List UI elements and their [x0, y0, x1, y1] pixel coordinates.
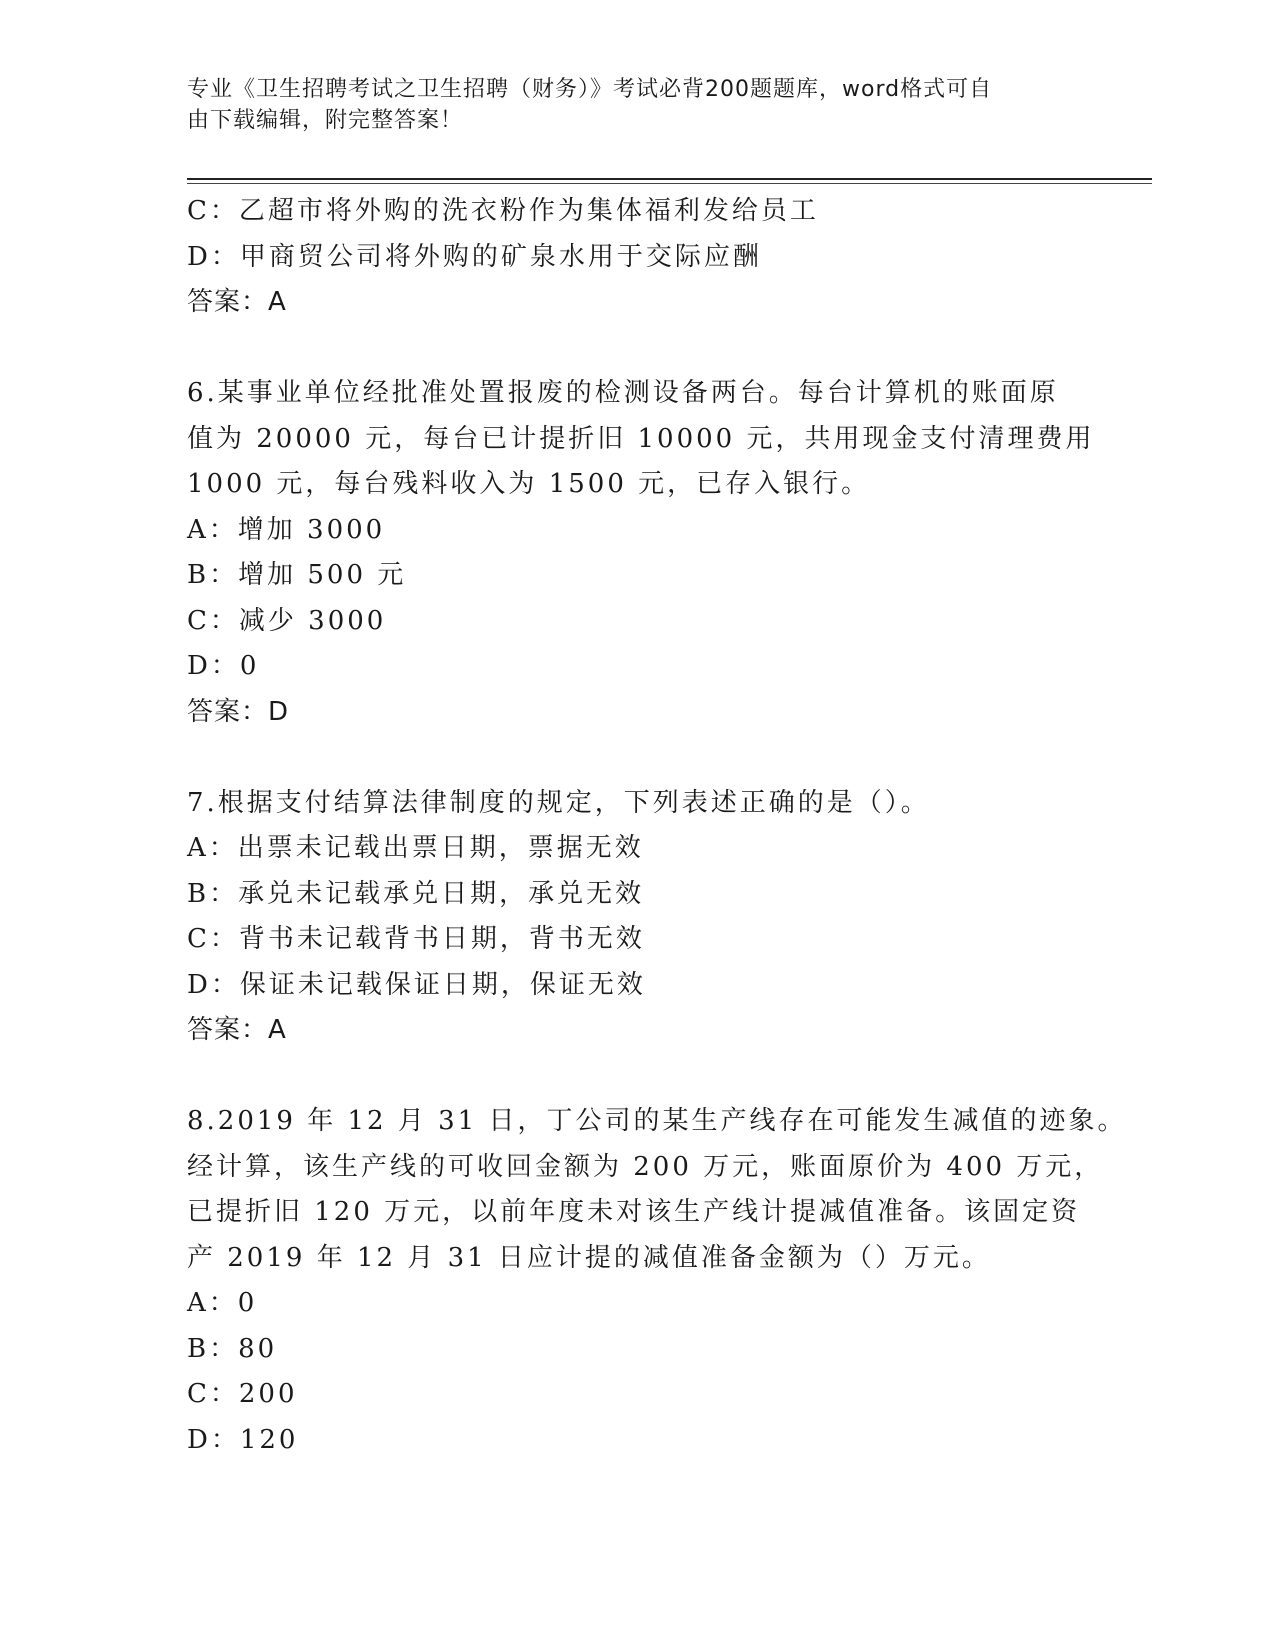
option-b: B：增加 500 元	[187, 560, 407, 590]
header-rule-thin	[187, 183, 1152, 184]
spacer	[187, 326, 1087, 372]
spacer	[187, 735, 1087, 781]
header-line-1: 专业《卫生招聘考试之卫生招聘（财务）》考试必背200题题库，word格式可自	[187, 77, 993, 102]
option-a: A：0	[187, 1288, 258, 1318]
question-block-6	[187, 371, 1095, 735]
question-stem: 值为 20000 元，每台已计提折旧 10000 元，共用现金支付清理费用	[187, 423, 1095, 454]
header-rule-thick	[187, 178, 1152, 180]
option-d: D：保证未记载保证日期，保证无效	[187, 969, 646, 1000]
option-d: D：甲商贸公司将外购的矿泉水用于交际应酬	[187, 241, 762, 272]
spacer	[187, 1054, 1087, 1100]
question-stem: 8.2019 年 12 月 31 日，丁公司的某生产线存在可能发生减值的迹象。	[187, 1106, 1127, 1136]
option-c: C：乙超市将外购的洗衣粉作为集体福利发给员工	[187, 196, 819, 226]
question-stem: 7.根据支付结算法律制度的规定，下列表述正确的是（）。	[187, 787, 930, 818]
question-stem: 1000 元，每台残料收入为 1500 元，已存入银行。	[187, 469, 871, 499]
document-body	[187, 189, 1127, 1463]
option-a: A：增加 3000	[187, 514, 386, 545]
question-stem: 已提折旧 120 万元，以前年度未对该生产线计提减值准备。该固定资	[187, 1197, 1081, 1227]
answer-line: 答案：D	[187, 696, 290, 727]
answer-line: 答案：A	[187, 1015, 287, 1045]
document-header	[187, 74, 1067, 136]
option-b: B：承兑未记载承兑日期，承兑无效	[187, 878, 645, 909]
header-line-2: 由下载编辑，附完整答案！	[187, 108, 464, 133]
option-c: C：背书未记载背书日期，背书无效	[187, 924, 645, 954]
option-c: C：200	[187, 1379, 298, 1409]
answer-line: 答案：A	[187, 287, 287, 317]
option-d: D：0	[187, 651, 260, 681]
option-b: B：80	[187, 1333, 278, 1364]
option-c: C：减少 3000	[187, 605, 387, 636]
question-stem: 产 2019 年 12 月 31 日应计提的减值准备金额为（）万元。	[187, 1242, 991, 1273]
question-block-8	[187, 1099, 1127, 1463]
question-block-7	[187, 781, 1087, 1054]
question-stem: 6.某事业单位经批准处置报废的检测设备两台。每台计算机的账面原	[187, 378, 1059, 408]
question-stem: 经计算，该生产线的可收回金额为 200 万元，账面原价为 400 万元，	[187, 1151, 1104, 1182]
option-a: A：出票未记载出票日期，票据无效	[187, 833, 644, 863]
question-block-previous	[187, 189, 1087, 326]
option-d: D：120	[187, 1424, 299, 1455]
